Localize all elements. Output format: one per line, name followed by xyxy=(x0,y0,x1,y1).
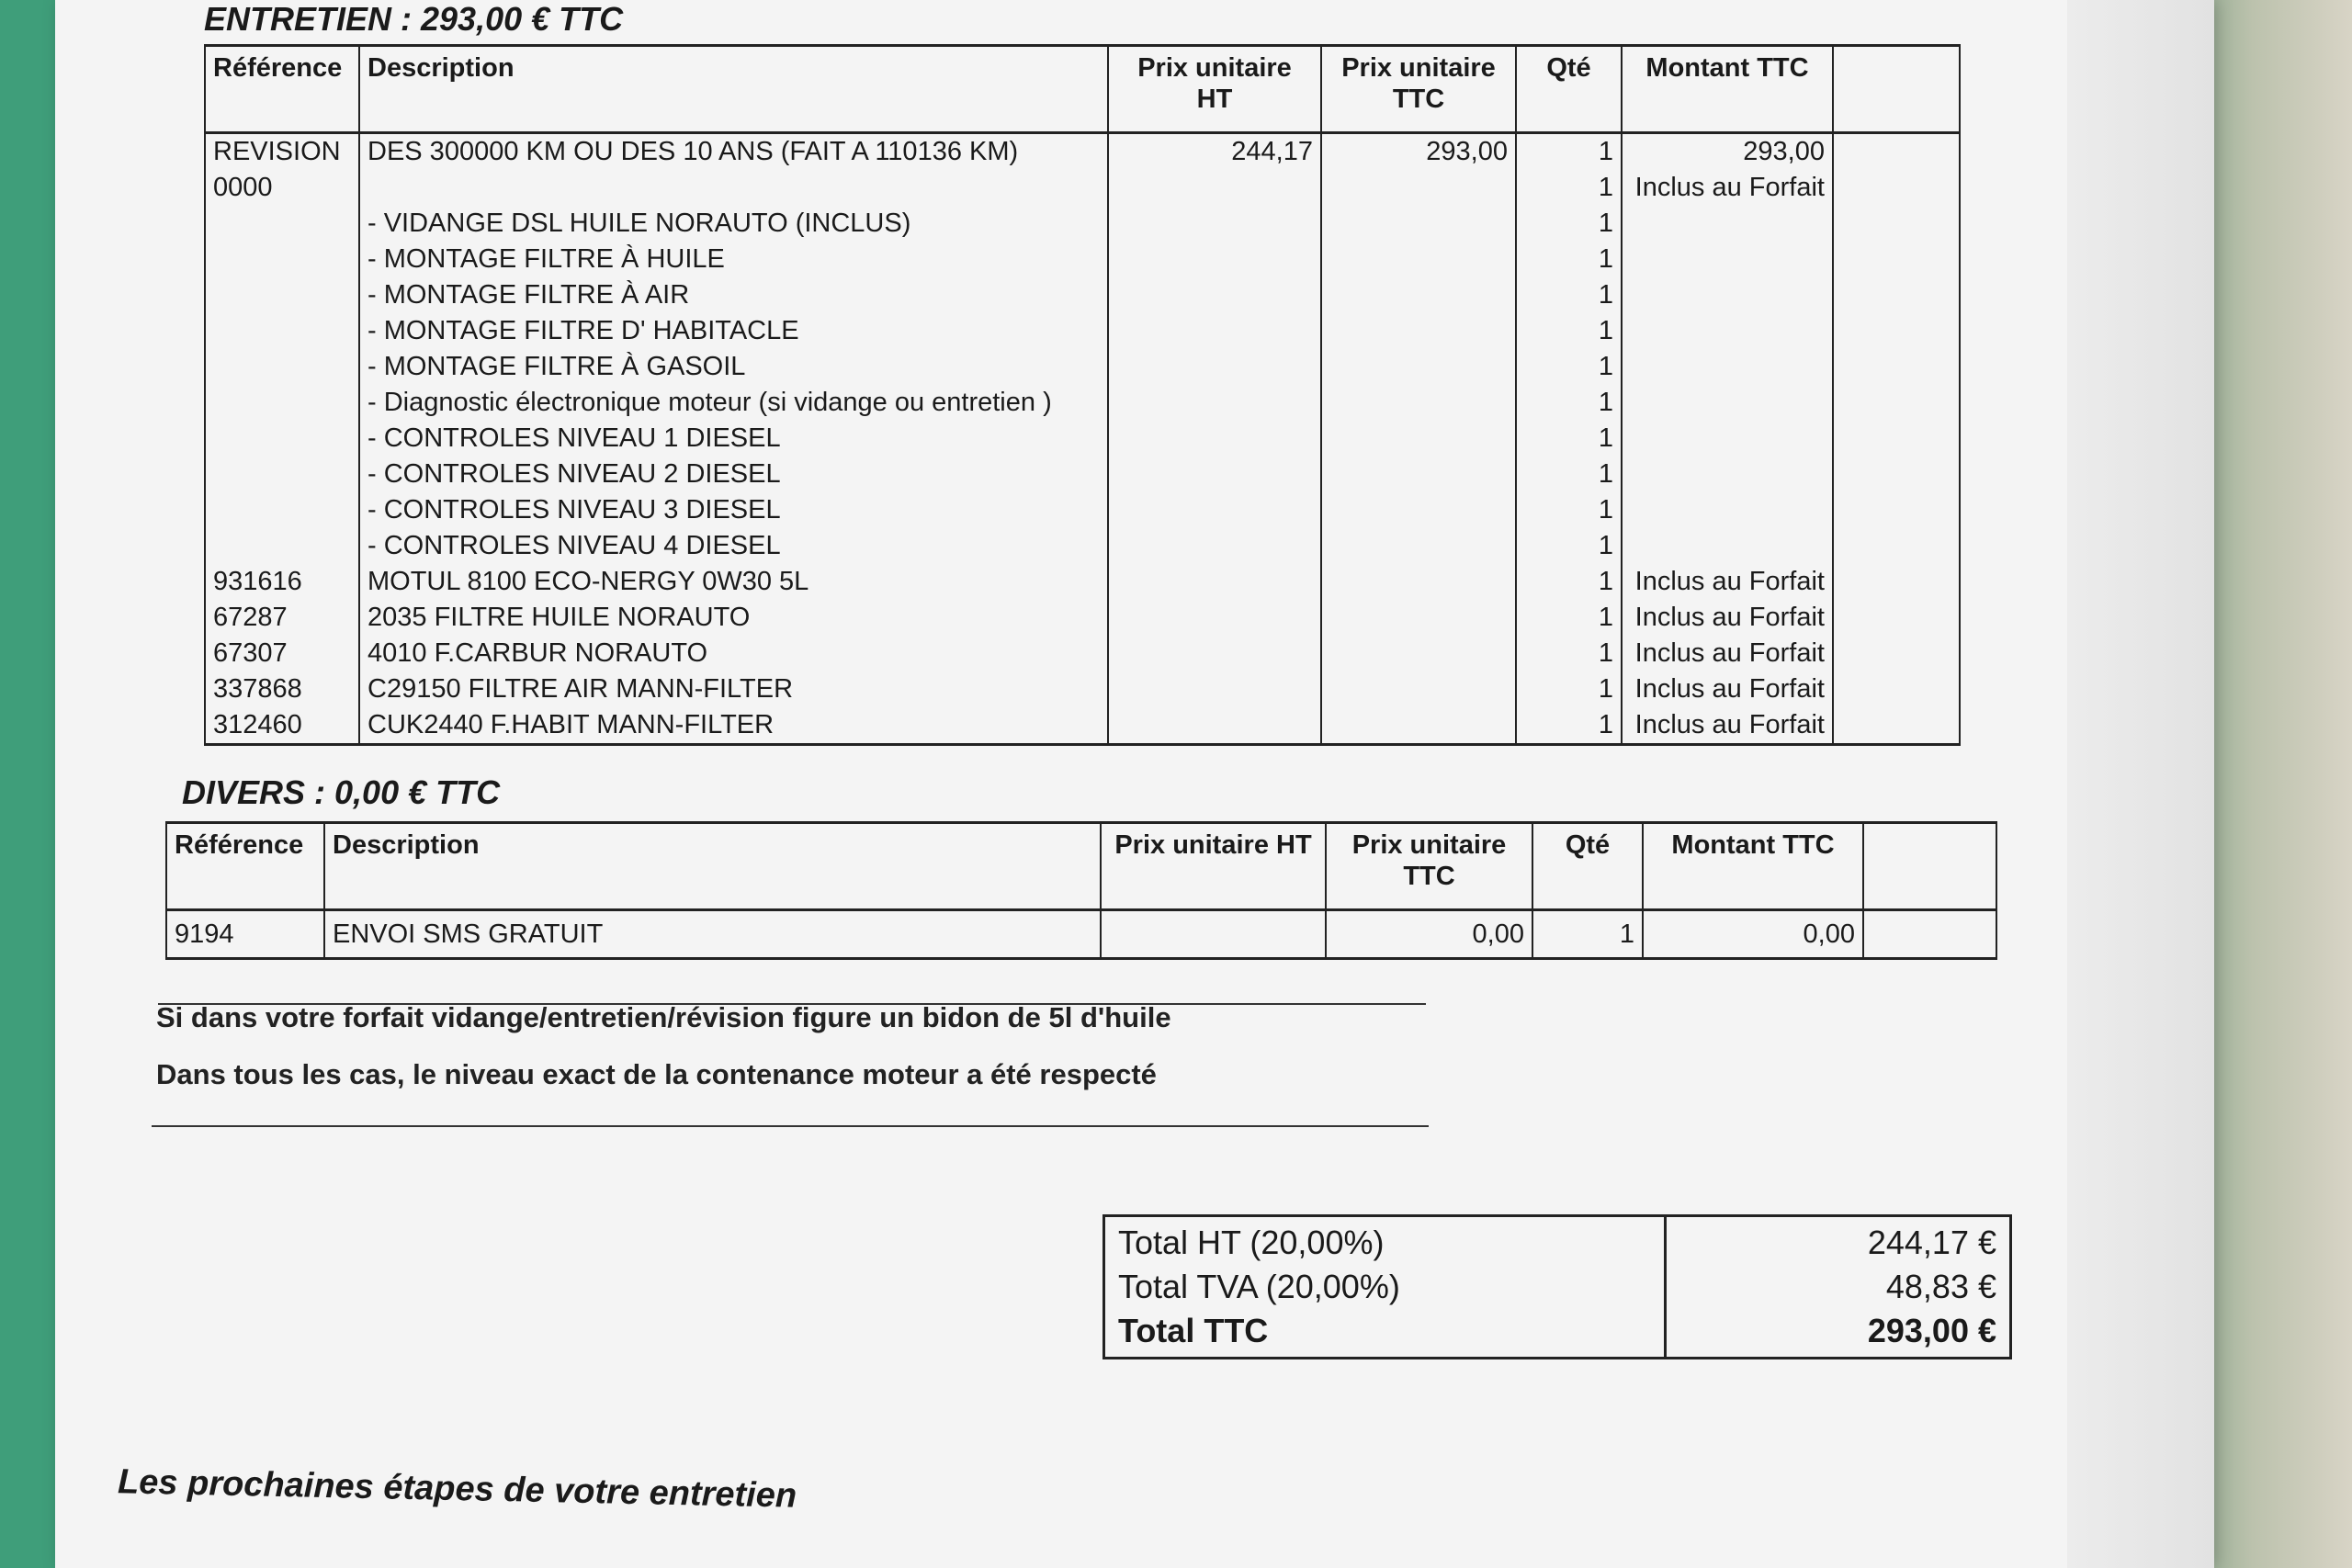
cell-desc: - CONTROLES NIVEAU 1 DIESEL xyxy=(359,421,1108,457)
cell-ref: 931616 xyxy=(205,564,359,600)
cell-desc: - CONTROLES NIVEAU 4 DIESEL xyxy=(359,528,1108,564)
cell-pu-ttc xyxy=(1321,707,1516,745)
cell-desc: MOTUL 8100 ECO-NERGY 0W30 5L xyxy=(359,564,1108,600)
cell-pu-ht xyxy=(1108,277,1321,313)
table-row xyxy=(205,457,1960,492)
table-row xyxy=(205,421,1960,457)
cell-qte: 1 xyxy=(1532,910,1643,959)
cell-empty xyxy=(1833,457,1960,492)
cell-pu-ttc xyxy=(1321,421,1516,457)
cell-pu-ht xyxy=(1108,636,1321,671)
cell-qte: 1 xyxy=(1516,600,1622,636)
cell-empty xyxy=(1833,421,1960,457)
cell-ref xyxy=(205,457,359,492)
stacked-pages-edge xyxy=(2067,0,2214,1568)
cell-pu-ht xyxy=(1108,564,1321,600)
cell-empty xyxy=(1833,242,1960,277)
table-row xyxy=(205,206,1960,242)
table-row xyxy=(205,277,1960,313)
header-empty xyxy=(1863,823,1996,910)
cell-desc: - MONTAGE FILTRE D' HABITACLE xyxy=(359,313,1108,349)
entretien-title: ENTRETIEN : 293,00 € TTC xyxy=(204,0,624,38)
cell-pu-ht xyxy=(1108,528,1321,564)
cell-empty xyxy=(1833,277,1960,313)
cell-montant xyxy=(1622,457,1833,492)
cell-qte: 1 xyxy=(1516,170,1622,206)
header-description: Description xyxy=(359,46,1108,133)
header-prix-ttc: Prix unitaire TTC xyxy=(1326,823,1532,910)
cell-qte: 1 xyxy=(1516,313,1622,349)
table-row xyxy=(205,349,1960,385)
total-tva-label: Total TVA (20,00%) xyxy=(1118,1268,1400,1305)
cell-qte: 1 xyxy=(1516,457,1622,492)
cell-pu-ht xyxy=(1108,707,1321,745)
table-row xyxy=(205,636,1960,671)
cell-pu-ttc xyxy=(1321,564,1516,600)
cell-montant: 293,00 xyxy=(1622,133,1833,171)
cell-pu-ttc xyxy=(1321,170,1516,206)
cell-desc: CUK2440 F.HABIT MANN-FILTER xyxy=(359,707,1108,745)
cell-ref: REVISION xyxy=(205,133,359,171)
cell-pu-ht xyxy=(1101,910,1326,959)
table-row xyxy=(205,528,1960,564)
entretien-body xyxy=(205,133,1960,745)
table-row xyxy=(205,385,1960,421)
cell-pu-ht: 244,17 xyxy=(1108,133,1321,171)
table-row xyxy=(205,242,1960,277)
cell-ref xyxy=(205,349,359,385)
cell-pu-ttc xyxy=(1321,671,1516,707)
cell-qte: 1 xyxy=(1516,242,1622,277)
table-row xyxy=(205,707,1960,745)
cell-qte: 1 xyxy=(1516,206,1622,242)
table-row xyxy=(166,910,1996,959)
cell-montant: 0,00 xyxy=(1643,910,1863,959)
total-tva-value: 48,83 € xyxy=(1885,1268,1996,1305)
cell-qte: 1 xyxy=(1516,349,1622,385)
cell-pu-ht xyxy=(1108,385,1321,421)
cell-pu-ttc xyxy=(1321,457,1516,492)
header-reference: Référence xyxy=(166,823,324,910)
cell-montant xyxy=(1622,313,1833,349)
header-qte: Qté xyxy=(1516,46,1622,133)
total-ttc-label: Total TTC xyxy=(1118,1312,1269,1349)
cell-desc: - Diagnostic électronique moteur (si vidange ou entretien ) xyxy=(359,385,1108,421)
cell-pu-ht xyxy=(1108,600,1321,636)
cell-montant: Inclus au Forfait xyxy=(1622,564,1833,600)
header-qte: Qté xyxy=(1532,823,1643,910)
table-row xyxy=(205,600,1960,636)
divers-title: DIVERS : 0,00 € TTC xyxy=(182,773,501,811)
cell-ref xyxy=(205,421,359,457)
cell-montant xyxy=(1622,385,1833,421)
cell-pu-ttc xyxy=(1321,277,1516,313)
divers-table xyxy=(165,821,1997,960)
cell-pu-ttc xyxy=(1321,385,1516,421)
cell-qte: 1 xyxy=(1516,277,1622,313)
cell-qte: 1 xyxy=(1516,528,1622,564)
cell-pu-ht xyxy=(1108,206,1321,242)
cell-desc: DES 300000 KM OU DES 10 ANS (FAIT A 110136 KM) xyxy=(359,133,1108,171)
cell-empty xyxy=(1833,206,1960,242)
table-row xyxy=(205,133,1960,171)
cell-empty xyxy=(1833,349,1960,385)
table-row xyxy=(205,170,1960,206)
total-ttc-value: 293,00 € xyxy=(1867,1312,1996,1349)
note-line-1: Si dans votre forfait vidange/entretien/révision figure un bidon de 5l d'huile xyxy=(156,1001,1171,1033)
cell-pu-ht xyxy=(1108,170,1321,206)
cell-empty xyxy=(1833,133,1960,171)
cell-desc: - CONTROLES NIVEAU 2 DIESEL xyxy=(359,457,1108,492)
cell-ref: 0000 xyxy=(205,170,359,206)
table-row xyxy=(205,492,1960,528)
cell-qte: 1 xyxy=(1516,707,1622,745)
cell-ref: 67307 xyxy=(205,636,359,671)
cell-ref xyxy=(205,206,359,242)
cell-empty xyxy=(1833,671,1960,707)
cell-desc: 2035 FILTRE HUILE NORAUTO xyxy=(359,600,1108,636)
cell-empty xyxy=(1833,313,1960,349)
cell-qte: 1 xyxy=(1516,671,1622,707)
cell-ref: 337868 xyxy=(205,671,359,707)
cell-qte: 1 xyxy=(1516,492,1622,528)
note-rule-bottom xyxy=(152,1125,1429,1127)
cell-pu-ttc xyxy=(1321,600,1516,636)
cell-pu-ht xyxy=(1108,349,1321,385)
total-ht-label: Total HT (20,00%) xyxy=(1118,1224,1385,1261)
cell-empty xyxy=(1833,636,1960,671)
cell-pu-ht xyxy=(1108,421,1321,457)
header-empty xyxy=(1833,46,1960,133)
cell-pu-ttc xyxy=(1321,528,1516,564)
cell-pu-ttc xyxy=(1321,349,1516,385)
entretien-header-row xyxy=(205,46,1960,133)
cell-montant xyxy=(1622,277,1833,313)
cell-empty xyxy=(1833,707,1960,745)
header-description: Description xyxy=(324,823,1101,910)
cell-desc: - MONTAGE FILTRE À AIR xyxy=(359,277,1108,313)
totals-labels xyxy=(1104,1216,1666,1359)
totals-table xyxy=(1102,1214,2012,1359)
cell-empty xyxy=(1833,170,1960,206)
cell-desc: - VIDANGE DSL HUILE NORAUTO (INCLUS) xyxy=(359,206,1108,242)
cell-ref xyxy=(205,385,359,421)
cell-ref xyxy=(205,492,359,528)
header-montant: Montant TTC xyxy=(1622,46,1833,133)
cell-desc: ENVOI SMS GRATUIT xyxy=(324,910,1101,959)
cell-qte: 1 xyxy=(1516,421,1622,457)
entretien-table xyxy=(204,44,1961,746)
cell-pu-ht xyxy=(1108,492,1321,528)
cell-empty xyxy=(1833,564,1960,600)
cell-ref: 312460 xyxy=(205,707,359,745)
cell-montant: Inclus au Forfait xyxy=(1622,707,1833,745)
cell-pu-ttc: 293,00 xyxy=(1321,133,1516,171)
header-prix-ht: Prix unitaire HT xyxy=(1108,46,1321,133)
divers-header-row xyxy=(166,823,1996,910)
cell-qte: 1 xyxy=(1516,385,1622,421)
next-steps-title: Les prochaines étapes de votre entretien xyxy=(117,1462,797,1516)
cell-desc: C29150 FILTRE AIR MANN-FILTER xyxy=(359,671,1108,707)
header-prix-ttc: Prix unitaire TTC xyxy=(1321,46,1516,133)
header-reference: Référence xyxy=(205,46,359,133)
cell-pu-ht xyxy=(1108,457,1321,492)
cell-montant: Inclus au Forfait xyxy=(1622,170,1833,206)
header-prix-ht: Prix unitaire HT xyxy=(1101,823,1326,910)
cell-pu-ttc xyxy=(1321,636,1516,671)
note-line-2: Dans tous les cas, le niveau exact de la contenance moteur a été respecté xyxy=(156,1058,1157,1090)
cell-desc: - CONTROLES NIVEAU 3 DIESEL xyxy=(359,492,1108,528)
cell-qte: 1 xyxy=(1516,564,1622,600)
cell-pu-ht xyxy=(1108,671,1321,707)
cell-pu-ht xyxy=(1108,313,1321,349)
cell-ref xyxy=(205,528,359,564)
table-row xyxy=(205,313,1960,349)
cell-montant xyxy=(1622,349,1833,385)
cell-empty xyxy=(1833,385,1960,421)
cell-desc: 4010 F.CARBUR NORAUTO xyxy=(359,636,1108,671)
cell-montant xyxy=(1622,206,1833,242)
cell-desc: - MONTAGE FILTRE À GASOIL xyxy=(359,349,1108,385)
cell-empty xyxy=(1833,492,1960,528)
totals-values xyxy=(1666,1216,2011,1359)
cell-desc xyxy=(359,170,1108,206)
divers-body xyxy=(166,910,1996,959)
table-row xyxy=(205,564,1960,600)
cell-pu-ttc: 0,00 xyxy=(1326,910,1532,959)
cell-montant: Inclus au Forfait xyxy=(1622,636,1833,671)
cell-ref xyxy=(205,277,359,313)
cell-empty xyxy=(1833,600,1960,636)
cell-empty xyxy=(1863,910,1996,959)
cell-qte: 1 xyxy=(1516,636,1622,671)
cell-ref xyxy=(205,313,359,349)
cell-pu-ht xyxy=(1108,242,1321,277)
cell-pu-ttc xyxy=(1321,242,1516,277)
cell-pu-ttc xyxy=(1321,206,1516,242)
cell-ref: 67287 xyxy=(205,600,359,636)
cell-qte: 1 xyxy=(1516,133,1622,171)
cell-ref xyxy=(205,242,359,277)
cell-pu-ttc xyxy=(1321,492,1516,528)
cell-montant xyxy=(1622,421,1833,457)
header-montant: Montant TTC xyxy=(1643,823,1863,910)
cell-desc: - MONTAGE FILTRE À HUILE xyxy=(359,242,1108,277)
cell-empty xyxy=(1833,528,1960,564)
cell-montant xyxy=(1622,242,1833,277)
cell-ref: 9194 xyxy=(166,910,324,959)
total-ht-value: 244,17 € xyxy=(1867,1224,1996,1261)
cell-montant xyxy=(1622,528,1833,564)
cell-montant xyxy=(1622,492,1833,528)
cell-pu-ttc xyxy=(1321,313,1516,349)
table-row xyxy=(205,671,1960,707)
cell-montant: Inclus au Forfait xyxy=(1622,600,1833,636)
cell-montant: Inclus au Forfait xyxy=(1622,671,1833,707)
